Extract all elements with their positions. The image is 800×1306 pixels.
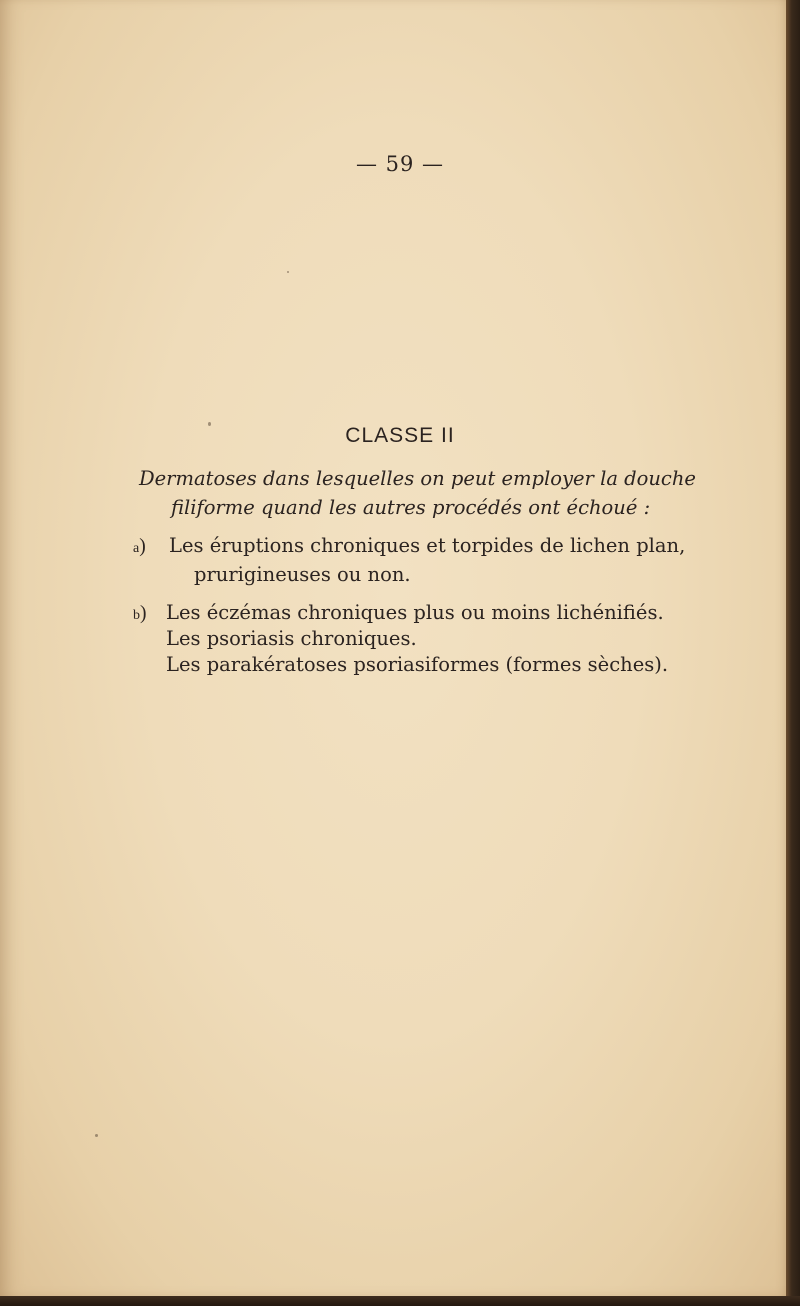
page-edge: [786, 0, 800, 1306]
item-b-line-2: Les psoriasis chroniques.: [166, 627, 417, 650]
intro-line-1: Dermatoses dans lesquelles on peut employer la douche: [139, 467, 696, 490]
item-a-letter: a: [133, 541, 140, 556]
section-heading: CLASSE II: [345, 424, 455, 447]
item-b-marker: [133, 603, 147, 625]
item-a-line-2: prurigineuses ou non.: [194, 563, 411, 586]
paper-speck: [95, 1134, 98, 1137]
item-a-line-1: Les éruptions chroniques et torpides de lichen plan,: [169, 534, 686, 557]
item-b-letter: b: [133, 608, 140, 623]
item-b-line-3: Les parakératoses psoriasiformes (formes sèches).: [166, 653, 669, 676]
item-a-paren: ): [139, 536, 146, 557]
item-b-paren: ): [140, 603, 147, 624]
page-bottom-edge: [0, 1296, 800, 1306]
paper-speck: [287, 271, 289, 273]
item-b-line-1: Les éczémas chroniques plus ou moins lichénifiés.: [166, 601, 664, 624]
intro-line-2: filiforme quand les autres procédés ont échoué :: [171, 496, 651, 519]
item-a-marker: [133, 536, 146, 558]
page-number: — 59 —: [355, 152, 445, 176]
